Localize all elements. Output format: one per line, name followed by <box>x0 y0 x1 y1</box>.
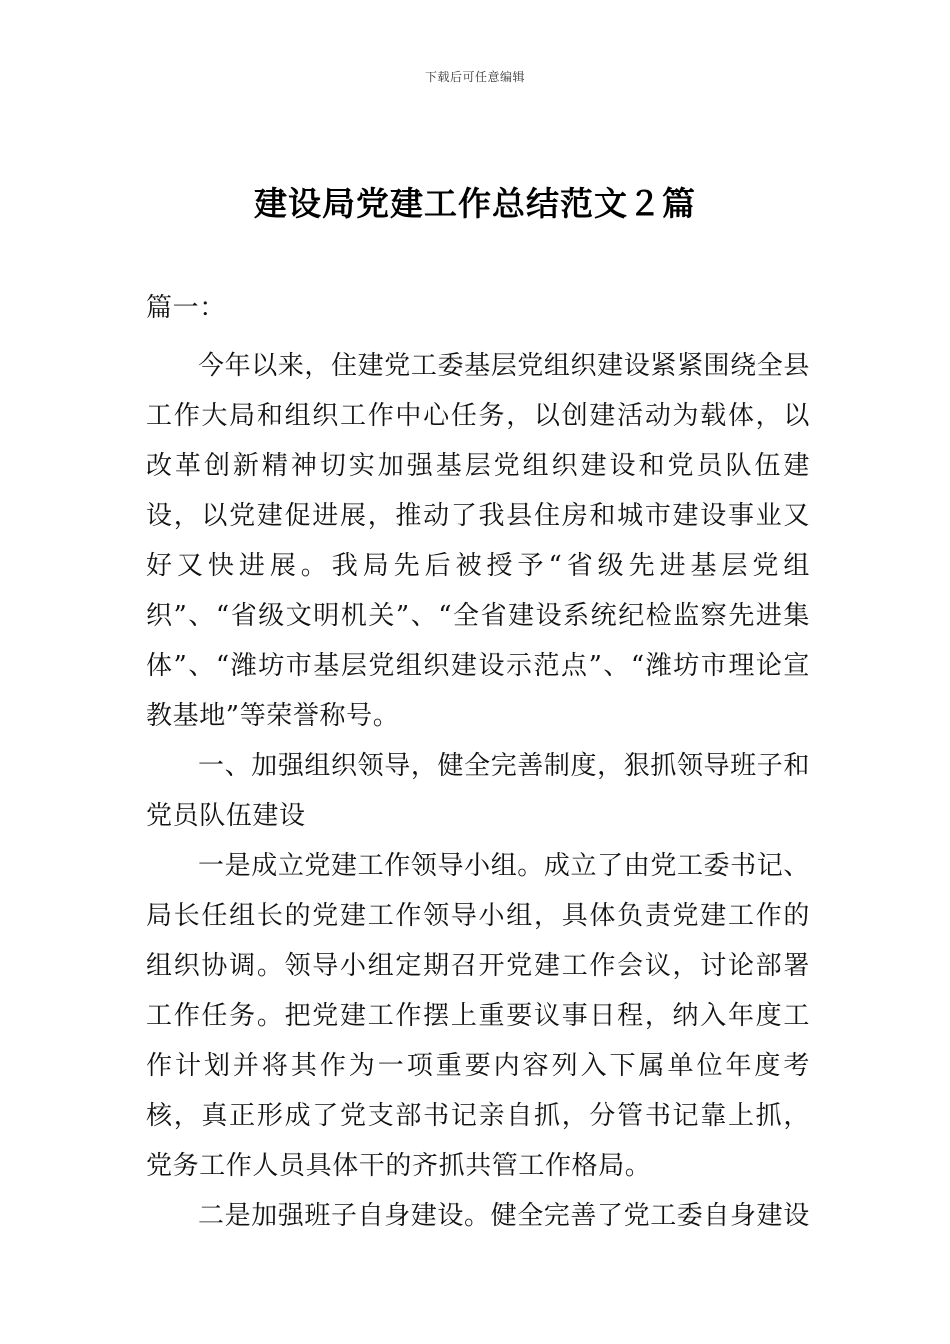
header-note: 下载后可任意编辑 <box>424 70 525 84</box>
section-label: 篇一： <box>146 293 226 323</box>
document-body <box>146 283 810 1241</box>
paragraph-intro: 今年以来，住建党工委基层党组织建设紧紧围绕全县工作大局和组织工作中心任务，以创建活动为载体，以改革创新精神切实加强基层党组织建设和党员队伍建设，以党建促进展，推动了我县住房和城市建设事业又好又快进展。我局先后被授予“省级先进基层党组织”、“省级文明机关”、“全省建设系统纪检监察先进集体”、“潍坊市基层党组织建设示范点”、“潍坊市理论宣教基地”等荣誉称号。 <box>146 351 810 731</box>
paragraph-item-one: 一是成立党建工作领导小组。成立了由党工委书记、局长任组长的党建工作领导小组，具体负责党建工作的组织协调。领导小组定期召开党建工作会议，讨论部署工作任务。把党建工作摆上重要议事日程，纳入年度工作计划并将其作为一项重要内容列入下属单位年度考核，真正形成了党支部书记亲自抓，分管书记靠上抓，党务工作人员具体干的齐抓共管工作格局。 <box>146 851 810 1181</box>
document-title: 建设局党建工作总结范文２篇 <box>254 184 696 223</box>
paragraph-item-two: 二是加强班子自身建设。健全完善了党工委自身建设 <box>198 1201 810 1231</box>
paragraph-heading-one: 一、加强组织领导，健全完善制度，狠抓领导班子和党员队伍建设 <box>146 751 810 831</box>
